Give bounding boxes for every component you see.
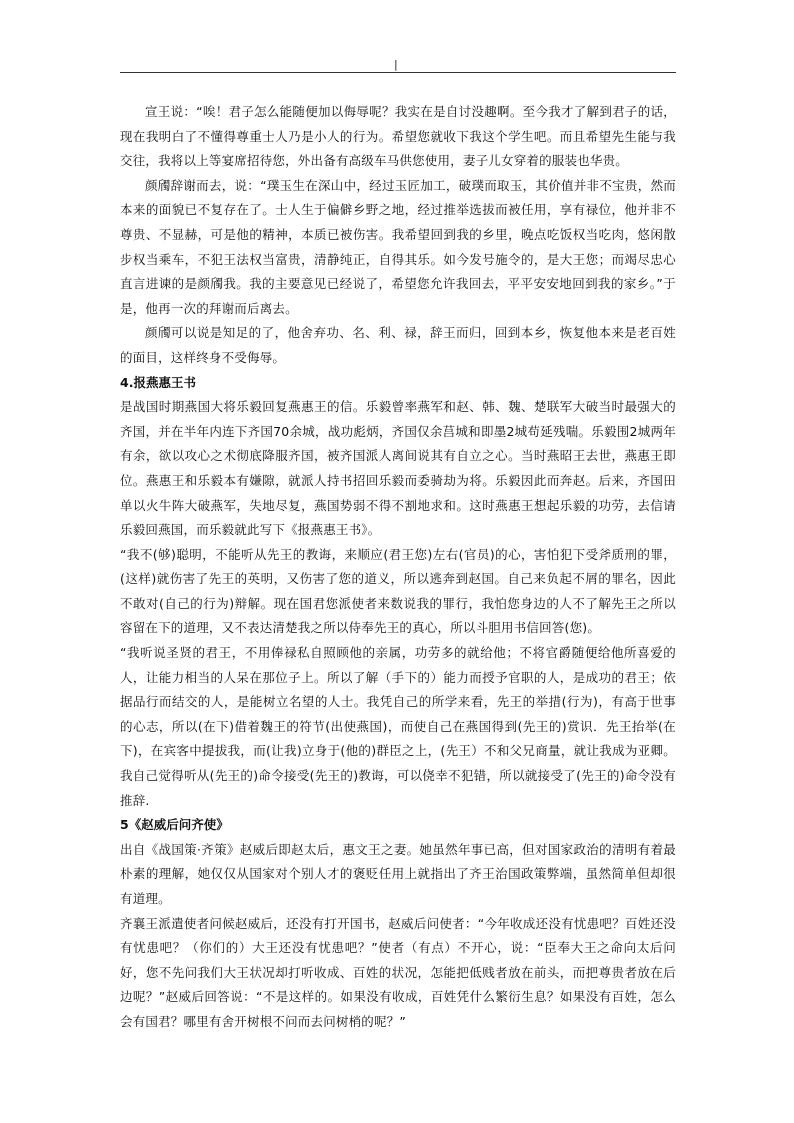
paragraph: 是战国时期燕国大将乐毅回复燕惠王的信。乐毅曾率燕军和赵、韩、魏、楚联军大破当时最强大的齐国，并在半年内连下齐国70余城，战功彪炳，齐国仅余莒城和即墨2城苟延残喘。乐毅围2城两年有余，欲以攻心之术彻底降服齐国，被齐国派人离间说其有自立之心。当时燕昭王去世，燕惠王即位。燕惠王和乐毅本有嫌隙，就派人持书招回乐毅而委骑劫为将。乐毅因此而奔赵。后来，齐国田单以火牛阵大破燕军，失地尽复，燕国势弱不得不割地求和。这时燕惠王想起乐毅的功劳，去信请乐毅回燕国，而乐毅就此写下《报燕惠王书》。 — [120, 399, 676, 538]
paragraph: 宣王说：“唉！君子怎么能随便加以侮辱呢？我实在是自讨没趣啊。至今我才了解到君子的话，现在我明白了不懂得尊重士人乃是小人的行为。希望您就收下我这个学生吧。而且希望先生能与我交往，我将以上等宴席招待您，外出备有高级车马供您使用，妻子儿女穿着的服装也华贵。 — [120, 104, 676, 169]
paragraph: 颜斶辞谢而去，说：“璞玉生在深山中，经过玉匠加工，破璞而取玉，其价值并非不宝贵，然而本来的面貌已不复存在了。士人生于偏僻乡野之地，经过推举选拔而被任用，享有禄位，他并非不尊贵、不显赫，可是他的精神，本质已被伤害。我希望回到我的乡里，晚点吃饭权当吃肉，悠闲散步权当乘车，不犯王法权当富贵，清静纯正，自得其乐。如今发号施令的，是大王您；而竭尽忠心直言进谏的是颜斶我。我的主要意见已经说了，希望您允许我回去，平平安安地回到我的家乡。”于是，他再一次的拜谢而后离去。 — [120, 177, 676, 316]
paragraph: 出自《战国策·齐策》赵威后即赵太后，惠文王之妻。她虽然年事已高，但对国家政治的清明有着最朴素的理解，她仅仅从国家对个别人才的褒贬任用上就指出了齐王治国政策弊端，虽然简单但却很有道理。 — [120, 841, 676, 906]
paragraph: “我听说圣贤的君王，不用俸禄私自照顾他的亲属，功劳多的就给他；不将官爵随便给他所喜爱的人，让能力相当的人呆在那位子上。所以了解（手下的）能力而授予官职的人，是成功的君王；依据品行而结交的人，是能树立名望的人士。我凭自己的所学来看，先王的举措(行为)，有高于世事的心志，所以(在下)借着魏王的符节(出使燕国)，而使自己在燕国得到(先王的)赏识．先王抬举(在下)，在宾客中提拔我，而(让我)立身于(他的)群臣之上，(先王）不和父兄商量，就让我成为亚卿。我自己觉得听从(先王的)命令接受(先王的)教诲，可以侥幸不犯错，所以就接受了(先王的)命令没有推辞. — [120, 645, 676, 808]
header-mark: | — [394, 58, 398, 71]
paragraph: 颜斶可以说是知足的了，他舍弃功、名、利、禄，辞王而归，回到本乡，恢复他本来是老百姓的面目，这样终身不受侮辱。 — [120, 325, 676, 365]
paragraph: 齐襄王派遣使者问候赵威后，还没有打开国书，赵威后问使者：“今年收成还没有忧患吧？百姓还没有忧患吧？（你们的）大王还没有忧患吧？”使者（有点）不开心，说：“臣奉大王之命向太后问好，您不先问我们大王状况却打听收成、百姓的状况，怎能把低贱者放在前头，而把尊贵者放在后边呢？”赵威后回答说：“不是这样的。如果没有收成，百姓凭什么繁衍生息？如果没有百姓，怎么会有国君？哪里有舍开树根不问而去问树梢的呢？” — [120, 915, 676, 1029]
header-rule — [120, 72, 676, 73]
section-heading: 4.报燕惠王书 — [120, 374, 196, 390]
section-heading: 5《赵威后问齐使》 — [120, 817, 229, 833]
paragraph: “我不(够)聪明，不能听从先王的教诲，来顺应(君王您)左右(官员)的心，害怕犯下受斧质刑的罪，(这样)就伤害了先王的英明，又伤害了您的道义，所以逃奔到赵国。自己来负起不屑的罪名，因此不敢对(自己的行为)辩解。现在国君您派使者来数说我的罪行，我怕您身边的人不了解先王之所以容留在下的道理，又不表达清楚我之所以侍奉先王的真心，所以斗胆用书信回答(您)。 — [120, 546, 676, 636]
document-body — [120, 100, 676, 1035]
